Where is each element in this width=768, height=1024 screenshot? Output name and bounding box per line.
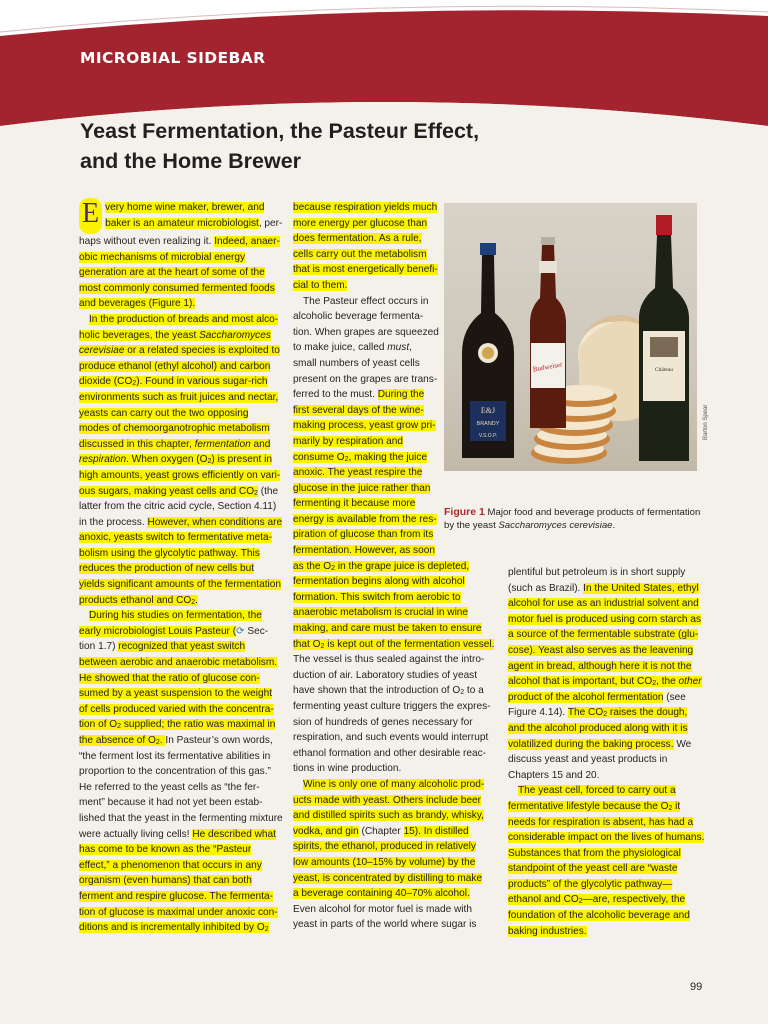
text-line: and beverages (Figure 1). bbox=[79, 298, 196, 310]
text-line: sion of hundreds of genes necessary for bbox=[293, 716, 473, 728]
text-line: alcohol that is important, but CO bbox=[508, 676, 653, 688]
text-line: early microbiologist Louis Pasteur ( bbox=[79, 625, 237, 637]
text-line: sumed by a yeast suspension to the weight bbox=[79, 688, 273, 700]
text-line: agent in bread, although here it is not the bbox=[508, 660, 692, 672]
text-line: high amounts, yeast grows efficiently on vari- bbox=[79, 469, 281, 481]
text-line: considerable impact on the lives of humans. bbox=[508, 832, 705, 844]
text-line: , making the juice bbox=[348, 451, 428, 463]
text-line: Even alcohol for motor fuel is made with bbox=[293, 903, 472, 915]
text-line: small numbers of yeast cells bbox=[293, 357, 420, 369]
text-line: During his studies on fermentation, the bbox=[89, 610, 262, 622]
text-line: , bbox=[409, 342, 412, 354]
text-line: lished that the yeast in the fermenting mixture bbox=[79, 812, 283, 824]
subscript: 2 bbox=[264, 926, 269, 934]
text-line: yeasts can carry out the two opposing bbox=[79, 407, 249, 419]
subscript: 2 bbox=[191, 598, 196, 606]
text-line: . bbox=[195, 594, 198, 606]
text-line: tion of glucose is maximal under anoxic con- bbox=[79, 906, 278, 918]
text-line: ferred to the must. bbox=[293, 389, 378, 401]
text-line: ethanol formation and other desirable reac- bbox=[293, 747, 487, 759]
text-line: glucose in the juice rather than bbox=[293, 482, 431, 494]
text-line: product of the alcohol fermentation bbox=[508, 691, 664, 703]
text-line: cose). bbox=[508, 644, 539, 656]
text-line: environments such as fruit juices and nectar, bbox=[79, 391, 279, 403]
text-line: In Pasteur’s own words, bbox=[165, 735, 273, 746]
text-line: latter from the citric acid cycle, Section 4.11) bbox=[79, 501, 277, 513]
text-line: fermenting it because more bbox=[293, 498, 416, 510]
text-line: products” of the glycolytic pathway— bbox=[508, 878, 673, 890]
text-line: anoxic. The yeast respire the bbox=[293, 467, 423, 479]
text-line: However, when conditions are bbox=[147, 516, 283, 528]
text-line: has come to be known as the “Pasteur bbox=[79, 844, 252, 856]
brandy-type-text: BRANDY bbox=[476, 421, 500, 427]
text-line: alcohol for use as an industrial solvent and bbox=[508, 598, 699, 610]
wine-bottle bbox=[639, 215, 689, 461]
text-line: He described what bbox=[192, 828, 276, 840]
text-line: alcoholic beverage fermenta- bbox=[293, 311, 424, 323]
article-title-line-2: and the Home Brewer bbox=[80, 149, 302, 173]
text-line: present on the grapes are trans- bbox=[293, 373, 438, 385]
caption-text: Major food and beverage products of fermentation bbox=[484, 507, 701, 518]
text-line: ditions and is incrementally inhibited by O bbox=[79, 922, 265, 934]
chapter-reference: 15 bbox=[403, 825, 415, 837]
subscript: 2 bbox=[344, 455, 349, 463]
text-line: . When oxygen (O bbox=[126, 454, 208, 466]
text-line: Substances that from the physiological bbox=[508, 847, 681, 859]
text-line: Sec- bbox=[244, 625, 269, 637]
text-line: to make juice, called bbox=[293, 342, 388, 354]
text-line: ment” because it had not yet been estab- bbox=[79, 797, 263, 809]
text-line: standpoint of the yeast cell are “waste bbox=[508, 863, 678, 875]
figure-label: Figure 1 bbox=[444, 506, 485, 518]
text-line: first several days of the wine- bbox=[293, 404, 424, 416]
text-line: Figure 4.14). bbox=[508, 707, 568, 719]
text-line: spirits, the ethanol, produced in relatively bbox=[293, 841, 476, 853]
text-line: ucts made with yeast. Others include beer bbox=[293, 794, 481, 806]
term-italic: other bbox=[678, 676, 702, 688]
text-line: ). In distilled bbox=[414, 825, 469, 837]
text-line: —are, respectively, the bbox=[582, 894, 686, 906]
text-line: produce ethanol (ethyl alcohol) and carbon bbox=[79, 360, 271, 372]
text-line: plentiful but petroleum is in short supply bbox=[508, 567, 686, 578]
text-line: In the production of breads and most alco- bbox=[89, 313, 279, 325]
text-line: In the United States, ethyl bbox=[583, 582, 699, 594]
text-line: respiration, and such events would interrupt bbox=[293, 732, 489, 744]
text-line: “the ferment lost its fermentative abilities in bbox=[79, 750, 271, 762]
text-line: dioxide (CO bbox=[79, 376, 133, 388]
text-line: organism (even humans) that can both bbox=[79, 875, 252, 887]
text-line: were actually living cells! bbox=[79, 828, 193, 840]
text-line: Found in various sugar-rich bbox=[145, 376, 268, 388]
text-line: (see bbox=[663, 691, 686, 703]
subscript: 2 bbox=[460, 689, 465, 697]
text-line: it bbox=[672, 800, 681, 812]
text-line: cial to them. bbox=[293, 279, 348, 291]
figure-photo bbox=[444, 203, 697, 471]
text-line: products ethanol and CO bbox=[79, 594, 192, 606]
text-line: yeast, is concentrated by distilling to make bbox=[293, 872, 483, 884]
text-line: , per- bbox=[258, 217, 283, 229]
text-line: energy is available from the res- bbox=[293, 513, 437, 525]
text-line: and the alcohol produced along with it is bbox=[508, 722, 688, 734]
text-line: foundation of the alcoholic beverage and bbox=[508, 910, 690, 922]
text-line: The CO bbox=[567, 707, 604, 719]
text-line: formation. This switch from aerobic to bbox=[293, 591, 461, 603]
text-line: , the bbox=[656, 676, 679, 688]
text-line: modes of chemoorganotrophic metabolism bbox=[79, 423, 270, 435]
figure-caption bbox=[444, 506, 704, 532]
text-line: effect,” a phenomenon that occurs in any bbox=[79, 859, 262, 871]
brandy-grade-text: V.S.O.P. bbox=[478, 433, 498, 439]
text-line: needs for respiration is absent, has had a bbox=[508, 816, 694, 828]
text-line: generation are at the heart of some of the bbox=[79, 267, 265, 279]
subscript: 2 bbox=[652, 680, 657, 688]
article-title-line-1: Yeast Fermentation, the Pasteur Effect, bbox=[80, 119, 480, 143]
text-line: ferment and respire glucose. The fermenta- bbox=[79, 890, 273, 902]
text-line: recognized that yeast switch bbox=[118, 641, 246, 653]
text-line: as the O bbox=[293, 560, 332, 572]
term-italic: must bbox=[387, 342, 410, 354]
article-title bbox=[80, 116, 540, 176]
text-line: During the bbox=[377, 389, 425, 401]
text-line: most commonly consumed fermented foods bbox=[79, 282, 275, 294]
subscript: 2 bbox=[132, 380, 137, 388]
text-line: tion. When grapes are squeezed bbox=[293, 326, 439, 338]
text-line: proportion to the concentration of this gas.” bbox=[79, 766, 271, 778]
subscript: 2 bbox=[207, 458, 212, 466]
beer-bottle bbox=[530, 237, 566, 428]
subscript: 2 bbox=[254, 489, 258, 497]
text-line: that is most energetically benefi- bbox=[293, 264, 438, 276]
beer-label-text: Budweiser bbox=[532, 360, 564, 374]
text-line: more energy per glucose than bbox=[293, 217, 428, 229]
text-line: piration of glucose than from its bbox=[293, 529, 434, 541]
subscript: 2 bbox=[578, 898, 583, 906]
text-line: raises the dough, bbox=[607, 707, 688, 719]
text-line: He showed that the ratio of glucose con- bbox=[79, 672, 260, 684]
species-name: Saccharomyces cerevisiae bbox=[498, 520, 613, 531]
text-line: tion 1.7) bbox=[79, 641, 119, 653]
text-line: tions in wine production. bbox=[293, 763, 402, 775]
section-link-icon[interactable]: ⟳ bbox=[236, 625, 245, 637]
photo-credit: Barton Spear bbox=[703, 404, 709, 440]
text-line: motor fuel is produced using corn starch as bbox=[508, 613, 701, 625]
text-line: fermentation begins along with alcohol bbox=[293, 576, 465, 588]
text-line: (such as Brazil). bbox=[508, 582, 584, 594]
species-name: cerevisiae bbox=[79, 345, 125, 357]
text-line: He referred to the yeast cells as “the fer- bbox=[79, 781, 260, 793]
text-line: discussed in this chapter, bbox=[79, 438, 195, 450]
text-line: yeast in parts of the world where sugar is bbox=[293, 919, 477, 931]
text-line: fermentation. However, as soon bbox=[293, 545, 435, 557]
text-line: anoxic, yeasts switch to fermentative meta- bbox=[79, 532, 272, 544]
text-line: discuss yeast and yeast products in bbox=[508, 754, 668, 766]
text-line: The vessel is thus sealed against the intro- bbox=[293, 654, 485, 666]
subscript: 2 bbox=[320, 642, 325, 650]
text-line: Wine is only one of many alcoholic prod- bbox=[303, 778, 485, 790]
text-line: very home wine maker, brewer, and bbox=[105, 202, 265, 213]
page-number: 99 bbox=[690, 981, 703, 993]
text-line: ) is present in bbox=[211, 454, 272, 466]
subscript: 2 bbox=[331, 564, 336, 572]
text-line: is kept out of the fermentation vessel. bbox=[324, 638, 495, 650]
text-line: and distilled spirits such as brandy, whisky, bbox=[293, 810, 484, 822]
text-line: in the grape juice is depleted, bbox=[335, 560, 470, 572]
brandy-brand-text: E&J bbox=[480, 406, 496, 415]
text-line: volatilized during the baking process. bbox=[508, 738, 674, 750]
drop-cap: E bbox=[79, 198, 102, 234]
text-line: The Pasteur effect occurs in bbox=[303, 295, 429, 307]
subscript: 2 bbox=[155, 739, 160, 746]
text-line: vodka, and gin bbox=[293, 825, 359, 837]
text-line: bolism using the glycolytic pathway. This bbox=[79, 547, 260, 559]
text-line: baking industries. bbox=[508, 925, 587, 937]
text-line: baker is an amateur microbiologist bbox=[105, 217, 259, 229]
text-line: low amounts (10–15% by volume) by the bbox=[293, 856, 476, 868]
text-line: duction of air. Laboratory studies of yeast bbox=[293, 669, 478, 681]
text-line: reduces the production of new cells but bbox=[79, 563, 255, 575]
text-line: ous sugars, making yeast cells and CO bbox=[79, 485, 255, 497]
caption-text: by the yeast bbox=[444, 520, 499, 531]
text-line: a source of the fermentable substrate (glu- bbox=[508, 629, 699, 641]
text-line: (the bbox=[257, 485, 279, 497]
text-line: marily by respiration and bbox=[293, 435, 403, 447]
text-line: (Chapter bbox=[358, 825, 404, 837]
text-line: that O bbox=[293, 638, 321, 650]
text-line: to a bbox=[464, 685, 484, 697]
text-line: yields significant amounts of the fermentation bbox=[79, 579, 281, 591]
text-line: does fermentation. As a rule, bbox=[293, 233, 422, 245]
text-line: Indeed, anaer- bbox=[214, 236, 280, 247]
text-line: We bbox=[673, 738, 692, 750]
text-line: holic beverages, the yeast bbox=[79, 329, 200, 341]
subscript: 2 bbox=[603, 711, 608, 719]
body-column-1 bbox=[79, 198, 283, 936]
text-line: fermenting yeast culture triggers the expres- bbox=[293, 701, 491, 712]
text-line: ). bbox=[136, 376, 146, 388]
text-line: . bbox=[159, 735, 166, 746]
text-line: haps without even realizing it. bbox=[79, 236, 215, 247]
text-line: or a related species is exploited to bbox=[124, 345, 280, 357]
text-line: anaerobic metabolism is crucial in wine bbox=[293, 607, 469, 619]
term-italic: respiration bbox=[79, 454, 127, 466]
term-italic: fermentation bbox=[194, 438, 251, 450]
text-line: consume O bbox=[293, 451, 345, 463]
text-line: making process, yeast grow pri- bbox=[293, 420, 436, 432]
sidebar-banner-label: MICROBIAL SIDEBAR bbox=[80, 49, 266, 67]
text-line: fermentative lifestyle because the O bbox=[508, 800, 669, 812]
text-line: have shown that the introduction of O bbox=[293, 685, 461, 697]
text-line: and bbox=[250, 438, 271, 450]
text-line: supplied; the ratio was maximal in bbox=[121, 719, 276, 731]
text-line: The yeast cell, forced to carry out a bbox=[518, 785, 676, 797]
caption-text: . bbox=[612, 520, 616, 531]
text-line: cells carry out the metabolism bbox=[293, 248, 427, 260]
text-line: a beverage containing 40–70% alcohol. bbox=[293, 888, 470, 900]
brandy-bottle bbox=[462, 243, 514, 458]
text-line: making, and care must be taken to ensure bbox=[293, 623, 482, 635]
body-column-3 bbox=[508, 565, 706, 939]
text-line: tion of O bbox=[79, 719, 118, 731]
text-line: obic mechanisms of microbial energy bbox=[79, 251, 246, 263]
text-line: because respiration yields much bbox=[293, 202, 438, 213]
wine-label-text: Château bbox=[654, 367, 674, 373]
subscript: 2 bbox=[668, 804, 673, 812]
text-line: Yeast also serves as the leavening bbox=[538, 644, 694, 656]
subscript: 2 bbox=[117, 723, 122, 731]
text-line: the absence of O bbox=[79, 735, 156, 746]
text-line: between aerobic and anaerobic metabolism. bbox=[79, 657, 278, 669]
text-line: ethanol and CO bbox=[508, 894, 579, 906]
text-line: of cells produced varied with the concentra- bbox=[79, 703, 274, 715]
species-name: Saccharomyces bbox=[199, 329, 271, 341]
text-line: Chapters 15 and 20. bbox=[508, 769, 600, 781]
text-line: in the process. bbox=[79, 516, 148, 528]
